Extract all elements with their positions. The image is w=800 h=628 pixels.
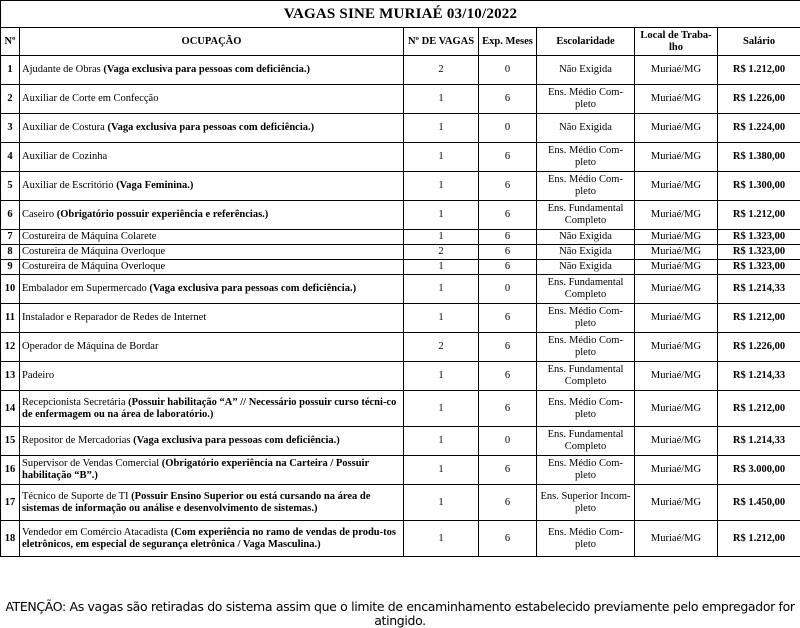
row-escolaridade (537, 333, 635, 362)
row-escolaridade (537, 114, 635, 143)
row-local: Muriaé/MG (635, 172, 718, 201)
row-number: 8 (1, 245, 20, 260)
row-number: 18 (1, 521, 20, 557)
row-salario: R$ 1.212,00 (718, 521, 800, 557)
ocupacao-title: Auxiliar de Costura (22, 122, 107, 133)
row-ocupacao (20, 85, 404, 114)
header-local-line-2: lho (637, 42, 715, 54)
notice-text: ATENÇÃO: As vagas são retiradas do sistema assim que o limite de encaminhamento estabelecido previamente pelo empregador for atingido. (0, 600, 800, 622)
row-ocupacao (20, 172, 404, 201)
row-number: 6 (1, 201, 20, 230)
row-local: Muriaé/MG (635, 333, 718, 362)
row-escolaridade (537, 172, 635, 201)
row-escolaridade (537, 143, 635, 172)
row-local: Muriaé/MG (635, 362, 718, 391)
escolaridade-line-1: Não Exigida (539, 64, 632, 76)
row-number: 1 (1, 56, 20, 85)
ocupacao-title: Padeiro (22, 370, 54, 381)
title-row (1, 1, 800, 28)
header-num: Nº (1, 28, 20, 56)
escolaridade-line-1: Ens. Médio Com- (539, 87, 632, 99)
row-vagas: 1 (404, 172, 479, 201)
row-local: Muriaé/MG (635, 56, 718, 85)
ocupacao-title: Recepcionista Secretária (22, 397, 128, 408)
ocupacao-title: Costureira de Máquina Overloque (22, 261, 165, 272)
row-exp: 0 (479, 275, 537, 304)
row-vagas: 1 (404, 362, 479, 391)
escolaridade-line-2: pleto (539, 503, 632, 515)
row-ocupacao (20, 143, 404, 172)
row-ocupacao (20, 275, 404, 304)
escolaridade-line-1: Não Exigida (539, 122, 632, 134)
row-local: Muriaé/MG (635, 485, 718, 521)
table-row (1, 172, 800, 201)
row-number: 13 (1, 362, 20, 391)
row-escolaridade (537, 85, 635, 114)
row-local: Muriaé/MG (635, 143, 718, 172)
table-row (1, 304, 800, 333)
row-number: 17 (1, 485, 20, 521)
row-number: 9 (1, 260, 20, 275)
row-exp: 6 (479, 333, 537, 362)
escolaridade-line-1: Não Exigida (539, 246, 632, 258)
table-row (1, 427, 800, 456)
row-ocupacao (20, 427, 404, 456)
row-number: 11 (1, 304, 20, 333)
ocupacao-title: Ajudante de Obras (22, 64, 103, 75)
header-ocupacao: OCUPAÇÃO (20, 28, 404, 56)
escolaridade-line-1: Não Exigida (539, 261, 632, 273)
table-row (1, 260, 800, 275)
row-exp: 6 (479, 172, 537, 201)
row-number: 10 (1, 275, 20, 304)
row-exp: 6 (479, 521, 537, 557)
escolaridade-line-1: Ens. Fundamental (539, 203, 632, 215)
row-salario: R$ 1.226,00 (718, 85, 800, 114)
row-ocupacao (20, 114, 404, 143)
row-escolaridade (537, 201, 635, 230)
ocupacao-title: Costureira de Máquina Overloque (22, 246, 165, 257)
table-row (1, 245, 800, 260)
row-exp: 0 (479, 114, 537, 143)
row-number: 15 (1, 427, 20, 456)
row-salario: R$ 1.224,00 (718, 114, 800, 143)
row-exp: 6 (479, 485, 537, 521)
ocupacao-title: Auxiliar de Corte em Confecção (22, 93, 158, 104)
row-ocupacao (20, 201, 404, 230)
row-vagas: 1 (404, 143, 479, 172)
escolaridade-line-2: Completo (539, 441, 632, 453)
escolaridade-line-2: pleto (539, 186, 632, 198)
ocupacao-title: Costureira de Máquina Colarete (22, 231, 156, 242)
row-ocupacao (20, 333, 404, 362)
row-escolaridade (537, 304, 635, 333)
escolaridade-line-1: Ens. Médio Com- (539, 397, 632, 409)
row-ocupacao (20, 362, 404, 391)
table-row (1, 485, 800, 521)
row-salario: R$ 1.212,00 (718, 304, 800, 333)
row-escolaridade (537, 521, 635, 557)
table-row (1, 85, 800, 114)
header-vagas: Nº DE VAGAS (404, 28, 479, 56)
row-vagas: 2 (404, 245, 479, 260)
row-salario: R$ 3.000,00 (718, 456, 800, 485)
row-exp: 6 (479, 230, 537, 245)
row-vagas: 1 (404, 260, 479, 275)
row-number: 4 (1, 143, 20, 172)
ocupacao-title: Supervisor de Vendas Comercial (22, 458, 162, 469)
row-ocupacao (20, 245, 404, 260)
page-title: VAGAS SINE MURIAÉ 03/10/2022 (1, 1, 800, 28)
row-ocupacao (20, 456, 404, 485)
row-exp: 6 (479, 304, 537, 333)
row-local: Muriaé/MG (635, 391, 718, 427)
row-number: 7 (1, 230, 20, 245)
row-vagas: 1 (404, 456, 479, 485)
row-ocupacao (20, 485, 404, 521)
row-salario: R$ 1.212,00 (718, 391, 800, 427)
escolaridade-line-1: Ens. Médio Com- (539, 145, 632, 157)
row-number: 14 (1, 391, 20, 427)
escolaridade-line-2: pleto (539, 409, 632, 421)
row-salario: R$ 1.300,00 (718, 172, 800, 201)
table-row (1, 201, 800, 230)
row-salario: R$ 1.214,33 (718, 427, 800, 456)
header-row (1, 28, 800, 56)
row-number: 2 (1, 85, 20, 114)
ocupacao-title: Repositor de Mercadorias (22, 435, 133, 446)
row-vagas: 1 (404, 230, 479, 245)
table-row (1, 391, 800, 427)
ocupacao-title: Caseiro (22, 209, 57, 220)
row-local: Muriaé/MG (635, 427, 718, 456)
row-ocupacao (20, 521, 404, 557)
row-salario: R$ 1.214,33 (718, 362, 800, 391)
row-escolaridade (537, 362, 635, 391)
escolaridade-line-1: Ens. Médio Com- (539, 306, 632, 318)
row-vagas: 1 (404, 201, 479, 230)
table-row (1, 333, 800, 362)
escolaridade-line-1: Ens. Médio Com- (539, 527, 632, 539)
table-body (1, 56, 800, 557)
escolaridade-line-2: pleto (539, 99, 632, 111)
row-exp: 0 (479, 427, 537, 456)
escolaridade-line-1: Ens. Médio Com- (539, 174, 632, 186)
row-number: 12 (1, 333, 20, 362)
row-exp: 6 (479, 245, 537, 260)
row-vagas: 1 (404, 85, 479, 114)
row-ocupacao (20, 260, 404, 275)
row-exp: 6 (479, 85, 537, 114)
row-number: 5 (1, 172, 20, 201)
row-escolaridade (537, 230, 635, 245)
row-escolaridade (537, 56, 635, 85)
row-exp: 6 (479, 260, 537, 275)
row-vagas: 1 (404, 485, 479, 521)
table-row (1, 521, 800, 557)
escolaridade-line-1: Ens. Fundamental (539, 277, 632, 289)
row-salario: R$ 1.323,00 (718, 230, 800, 245)
table-row (1, 56, 800, 85)
row-salario: R$ 1.212,00 (718, 201, 800, 230)
escolaridade-line-1: Ens. Médio Com- (539, 335, 632, 347)
row-local: Muriaé/MG (635, 245, 718, 260)
row-exp: 6 (479, 201, 537, 230)
row-number: 16 (1, 456, 20, 485)
escolaridade-line-1: Ens. Médio Com- (539, 458, 632, 470)
row-escolaridade (537, 260, 635, 275)
ocupacao-title: Instalador e Reparador de Redes de Internet (22, 312, 206, 323)
row-ocupacao (20, 391, 404, 427)
row-vagas: 1 (404, 114, 479, 143)
escolaridade-line-2: pleto (539, 470, 632, 482)
row-escolaridade (537, 456, 635, 485)
escolaridade-line-2: pleto (539, 539, 632, 551)
ocupacao-note: (Vaga Feminina.) (116, 180, 193, 191)
table-row (1, 275, 800, 304)
escolaridade-line-2: pleto (539, 318, 632, 330)
table-row (1, 456, 800, 485)
escolaridade-line-2: Completo (539, 215, 632, 227)
row-salario: R$ 1.450,00 (718, 485, 800, 521)
row-escolaridade (537, 427, 635, 456)
ocupacao-title: Técnico de Suporte de TI (22, 491, 131, 502)
row-vagas: 2 (404, 56, 479, 85)
row-ocupacao (20, 230, 404, 245)
escolaridade-line-1: Ens. Fundamental (539, 364, 632, 376)
escolaridade-line-2: pleto (539, 347, 632, 359)
ocupacao-note: (Vaga exclusiva para pessoas com deficiência.) (149, 283, 356, 294)
row-local: Muriaé/MG (635, 230, 718, 245)
row-vagas: 1 (404, 304, 479, 333)
ocupacao-title: Operador de Máquina de Bordar (22, 341, 158, 352)
row-vagas: 1 (404, 275, 479, 304)
header-exp: Exp. Meses (479, 28, 537, 56)
ocupacao-note: (Possuir Ensino Superior ou está cursando na área de sistemas de informação ou análise e desenvolvimento de sistemas.) (22, 491, 370, 514)
escolaridade-line-1: Ens. Fundamental (539, 429, 632, 441)
ocupacao-note: (Vaga exclusiva para pessoas com deficiência.) (133, 435, 340, 446)
row-salario: R$ 1.226,00 (718, 333, 800, 362)
row-salario: R$ 1.380,00 (718, 143, 800, 172)
row-vagas: 2 (404, 333, 479, 362)
row-local: Muriaé/MG (635, 85, 718, 114)
header-local-line-1: Local de Traba- (637, 30, 715, 42)
row-escolaridade (537, 275, 635, 304)
ocupacao-note: (Vaga exclusiva para pessoas com deficiência.) (107, 122, 314, 133)
table-row (1, 143, 800, 172)
row-local: Muriaé/MG (635, 456, 718, 485)
ocupacao-title: Vendedor em Comércio Atacadista (22, 527, 171, 538)
row-local: Muriaé/MG (635, 521, 718, 557)
row-exp: 6 (479, 456, 537, 485)
ocupacao-note: (Vaga exclusiva para pessoas com deficiência.) (103, 64, 310, 75)
row-ocupacao (20, 304, 404, 333)
row-escolaridade (537, 245, 635, 260)
row-exp: 6 (479, 362, 537, 391)
escolaridade-line-1: Ens. Superior Incom- (539, 491, 632, 503)
row-salario: R$ 1.214,33 (718, 275, 800, 304)
ocupacao-title: Embalador em Supermercado (22, 283, 149, 294)
row-salario: R$ 1.323,00 (718, 245, 800, 260)
escolaridade-line-2: pleto (539, 157, 632, 169)
row-ocupacao (20, 56, 404, 85)
row-local: Muriaé/MG (635, 275, 718, 304)
row-local: Muriaé/MG (635, 260, 718, 275)
ocupacao-note: (Com experiência no ramo de vendas de produ-tos eletrônicos, em especial de segurança eletrônica / Vaga Masculina.) (22, 527, 396, 550)
row-exp: 0 (479, 56, 537, 85)
row-vagas: 1 (404, 521, 479, 557)
row-local: Muriaé/MG (635, 304, 718, 333)
ocupacao-title: Auxiliar de Cozinha (22, 151, 107, 162)
header-escolaridade: Escolaridade (537, 28, 635, 56)
table-row (1, 114, 800, 143)
table-row (1, 362, 800, 391)
table-row (1, 230, 800, 245)
row-local: Muriaé/MG (635, 114, 718, 143)
header-local (635, 28, 718, 56)
ocupacao-note: (Obrigatório experiência na Carteira / Possuir habilitação “B”.) (22, 458, 369, 481)
ocupacao-note: (Possuir habilitação “A” // Necessário possuir curso técni-co de enfermagem ou na área de laboratório.) (22, 397, 396, 420)
row-vagas: 1 (404, 391, 479, 427)
row-exp: 6 (479, 143, 537, 172)
row-exp: 6 (479, 391, 537, 427)
row-salario: R$ 1.323,00 (718, 260, 800, 275)
ocupacao-note: (Obrigatório possuir experiência e referências.) (57, 209, 269, 220)
escolaridade-line-1: Não Exigida (539, 231, 632, 243)
row-vagas: 1 (404, 427, 479, 456)
row-local: Muriaé/MG (635, 201, 718, 230)
row-number: 3 (1, 114, 20, 143)
row-escolaridade (537, 485, 635, 521)
ocupacao-title: Auxiliar de Escritório (22, 180, 116, 191)
escolaridade-line-2: Completo (539, 376, 632, 388)
header-salario: Salário (718, 28, 800, 56)
row-salario: R$ 1.212,00 (718, 56, 800, 85)
escolaridade-line-2: Completo (539, 289, 632, 301)
row-escolaridade (537, 391, 635, 427)
